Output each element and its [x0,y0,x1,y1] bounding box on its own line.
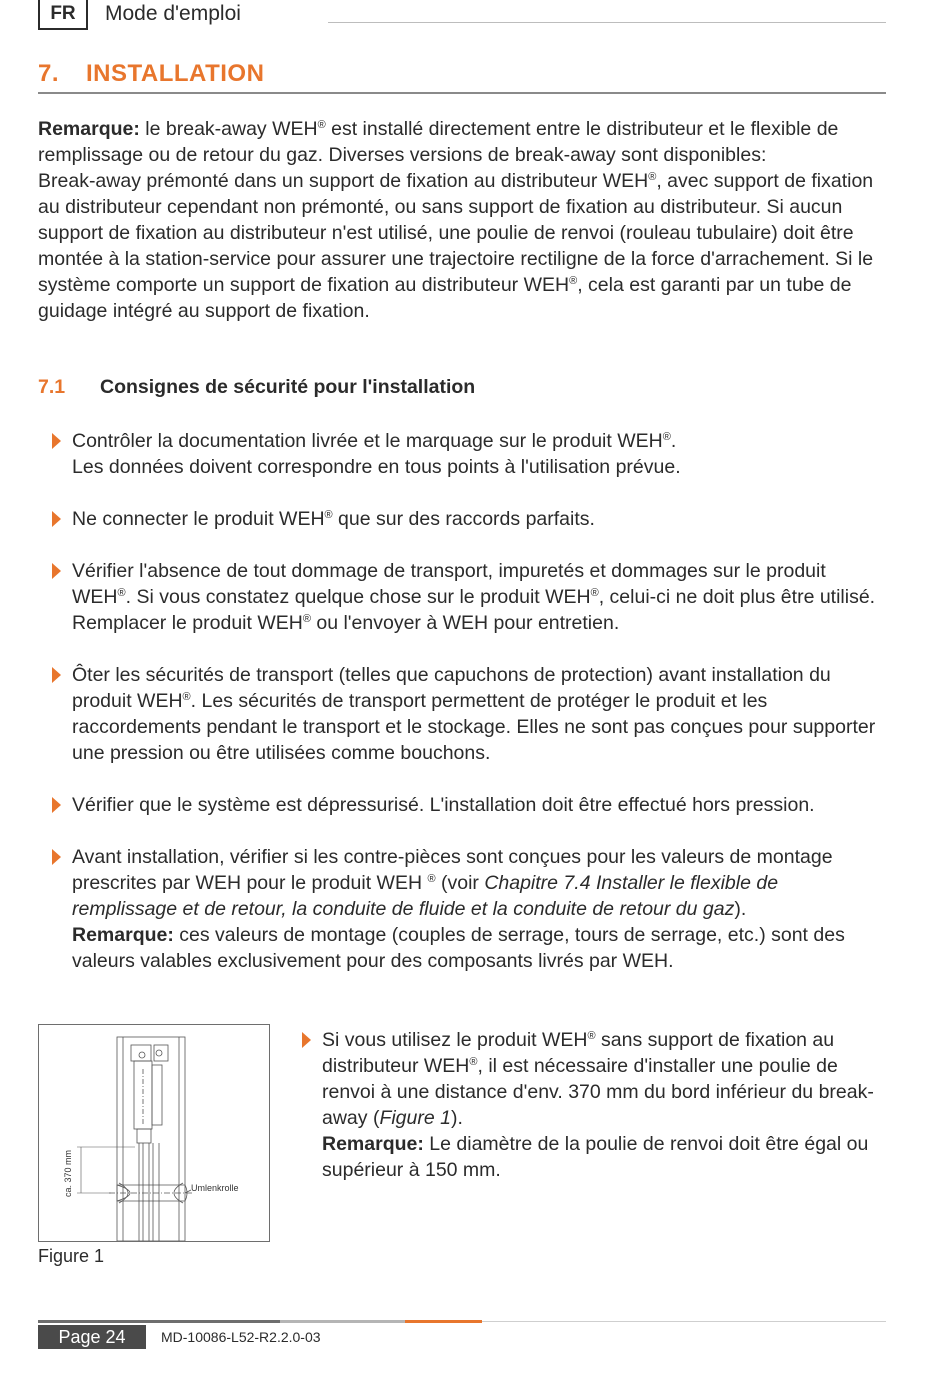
footer-bar-grey [280,1320,405,1323]
figure-note [288,1027,878,1183]
figure-reference: Figure 1 [379,1107,451,1129]
footer-bar-accent [405,1320,482,1323]
arrow-bullet-icon [52,433,61,449]
footer-bar-dark [38,1320,280,1323]
intro-paragraph-2: Break-away prémonté dans un support de fixation au distributeur WEH®, avec support de fixation au distributeur cependant non prémonté, ou sans support de fixation au distributeur. Si aucun support de fixation au distributeur n'est utilisé, une poulie de renvoi (rouleau tubulaire) doit être montée à la station-service pour assurer une trajectoire rectiligne de la force d'arrachement. Si le système comporte un support de fixation au distributeur WEH®, cela est garanti par un tube de guidage intégré au support de fixation. [38,170,874,322]
roller-label: Umlenkrolle [191,1183,239,1193]
section-title: INSTALLATION [86,60,265,87]
list-item: Ne connecter le produit WEH® que sur des raccords parfaits. [38,506,888,532]
arrow-bullet-icon [52,563,61,579]
arrow-bullet-icon [52,849,61,865]
figure-caption: Figure 1 [38,1246,105,1266]
remark-label: Remarque: [322,1133,424,1155]
breakaway-diagram [39,1025,269,1241]
page-header [38,0,886,32]
language-badge: FR [38,0,88,30]
list-item: Avant installation, vérifier si les contre-pièces sont conçues pour les valeurs de montage prescrites par WEH pour le produit WEH ® (voir Chapitre 7.4 Installer le flexible de remplissage et de retour, la conduite de fluide et la conduite de retour du gaz). Remarque: ces valeurs de montage (couples de serrage, tours de serrage, etc.) sont des valeurs valables exclusivement pour des composants livrés par WEH. [38,844,888,974]
remark-label: Remarque: [72,924,174,946]
arrow-bullet-icon [52,511,61,527]
intro-text [38,116,888,324]
chapter-reference: Chapitre 7.4 Installer le flexible de remplissage et de retour, la conduite de fluide et la conduite de retour du gaz [72,872,779,920]
dimension-label: ca. 370 mm [63,1149,73,1197]
intro-paragraph-1: Remarque: le break-away WEH® est installé directement entre le distributeur et le flexible de remplissage ou de retour du gaz. Diverses versions de break-away sont disponibles: [38,118,839,166]
figure-1-image [38,1024,270,1242]
arrow-bullet-icon [52,667,61,683]
list-item: Vérifier que le système est dépressurisé. L'installation doit être effectué hors pression. [38,792,888,818]
subsection-heading [38,376,475,399]
page-number: Page 24 [38,1325,146,1349]
list-item: Vérifier l'absence de tout dommage de transport, impuretés et dommages sur le produit WEH®. Si vous constatez quelque chose sur le produit WEH®, celui-ci ne doit plus être utilisé. Remplacer le produit WEH® ou l'envoyer à WEH pour entretien. [38,558,888,636]
subsection-title: Consignes de sécurité pour l'installation [100,376,476,398]
document-type: Mode d'emploi [105,2,241,25]
section-number: 7. [38,60,60,87]
arrow-bullet-icon [52,797,61,813]
list-item: Ôter les sécurités de transport (telles que capuchons de protection) avant installation du produit WEH®. Les sécurités de transport permettent de protéger le produit et les raccordements pendant le transport et le stockage. Elles ne sont pas conçues pour supporter une pression ou être utilisées comme bouchons. [38,662,888,766]
remark-label: Remarque: [38,118,140,140]
header-divider [328,22,886,23]
document-id: MD-10086-L52-R2.2.0-03 [161,1329,321,1345]
safety-list [38,428,888,1000]
list-item: Contrôler la documentation livrée et le marquage sur le produit WEH®. Les données doivent correspondre en tous points à l'utilisation prévue. [38,428,888,480]
arrow-bullet-icon [302,1032,311,1048]
list-item: Si vous utilisez le produit WEH® sans support de fixation au distributeur WEH®, il est nécessaire d'installer une poulie de renvoi à une distance d'env. 370 mm du bord inférieur du break-away (Figure 1). Remarque: Le diamètre de la poulie de renvoi doit être égal ou supérieur à 150 mm. [288,1027,878,1183]
section-heading [38,60,886,94]
subsection-number: 7.1 [38,376,66,398]
